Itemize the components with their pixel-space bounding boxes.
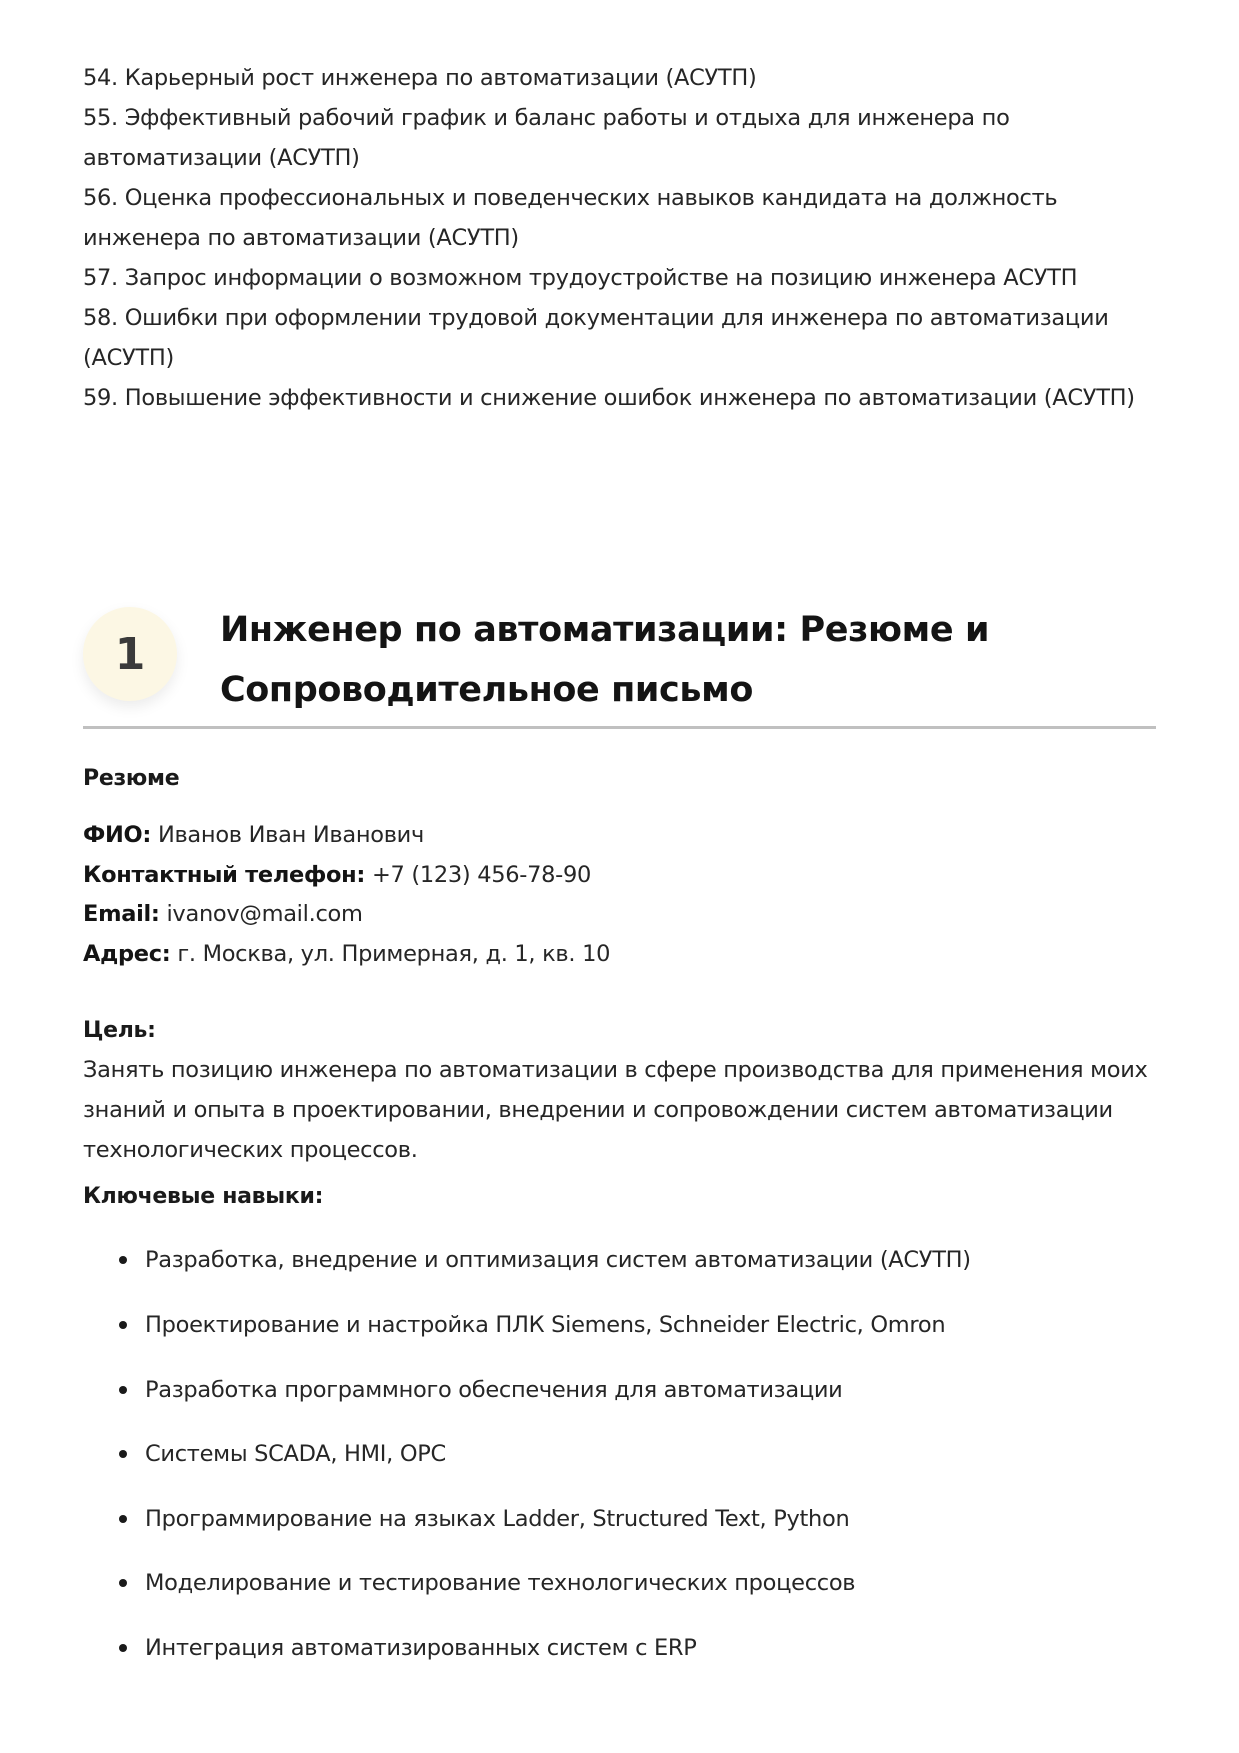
field-name xyxy=(83,815,424,855)
field-label: Адрес: xyxy=(83,941,171,967)
section-title xyxy=(220,600,1020,720)
bullet-icon xyxy=(119,1515,127,1523)
goal-heading: Цель: xyxy=(83,1018,156,1043)
goal-line: знаний и опыта в проектировании, внедрении и сопровождении систем автоматизации xyxy=(83,1097,1113,1123)
bullet-icon xyxy=(119,1644,127,1652)
goal-line: Занять позицию инженера по автоматизации в сфере производства для применения моих xyxy=(83,1057,1148,1083)
bullet-icon xyxy=(119,1256,127,1264)
toc-item-number: 54. xyxy=(83,65,118,91)
field-value[interactable]: ivanov@mail.com xyxy=(166,901,363,927)
toc-item-text: Ошибки при оформлении трудовой документации для инженера по автоматизации (АСУТП) xyxy=(83,305,1109,371)
resume-heading: Резюме xyxy=(83,766,180,791)
toc-item-text: Эффективный рабочий график и баланс работы и отдыха для инженера по автоматизации (АСУТП) xyxy=(83,105,1010,171)
skills-heading: Ключевые навыки: xyxy=(83,1184,324,1209)
toc-item[interactable] xyxy=(83,58,1156,98)
bullet-icon xyxy=(119,1450,127,1458)
toc-item-number: 56. xyxy=(83,185,118,211)
toc-item-text: Карьерный рост инженера по автоматизации (АСУТП) xyxy=(124,65,757,91)
field-label: Контактный телефон: xyxy=(83,862,366,888)
bullet-icon xyxy=(119,1321,127,1329)
toc-item-text: Повышение эффективности и снижение ошибок инженера по автоматизации (АСУТП) xyxy=(124,385,1135,411)
field-email xyxy=(83,894,363,934)
toc-item-text: Оценка профессиональных и поведенческих навыков кандидата на должность инженера по автоматизации (АСУТП) xyxy=(83,185,1058,251)
field-phone xyxy=(83,855,591,895)
toc-item[interactable] xyxy=(83,258,1156,298)
field-label: ФИО: xyxy=(83,822,152,848)
toc-item-number: 58. xyxy=(83,305,118,331)
goal-text xyxy=(83,1050,1156,1170)
field-label: Email: xyxy=(83,901,160,927)
toc-item-number: 59. xyxy=(83,385,118,411)
toc-item[interactable] xyxy=(83,98,1043,178)
bullet-icon xyxy=(119,1579,127,1587)
toc-item-number: 57. xyxy=(83,265,118,291)
section-header xyxy=(83,600,1156,729)
toc-item-number: 55. xyxy=(83,105,118,131)
section-title-line: Сопроводительное письмо xyxy=(220,670,753,710)
field-value: г. Москва, ул. Примерная, д. 1, кв. 10 xyxy=(177,941,611,967)
field-value: +7 (123) 456-78-90 xyxy=(371,862,591,888)
field-value: Иванов Иван Иванович xyxy=(157,822,424,848)
toc-item[interactable] xyxy=(83,378,1156,418)
section-number-badge: 1 xyxy=(83,607,177,701)
toc-item[interactable] xyxy=(83,178,1083,258)
toc-item-text: Запрос информации о возможном трудоустройстве на позицию инженера АСУТП xyxy=(124,265,1078,291)
goal-line: технологических процессов. xyxy=(83,1137,418,1163)
section-title-line: Инженер по автоматизации: Резюме и xyxy=(220,610,990,650)
toc-item[interactable] xyxy=(83,298,1123,378)
field-address xyxy=(83,934,610,974)
table-of-contents xyxy=(83,58,1156,418)
bullet-icon xyxy=(119,1386,127,1394)
